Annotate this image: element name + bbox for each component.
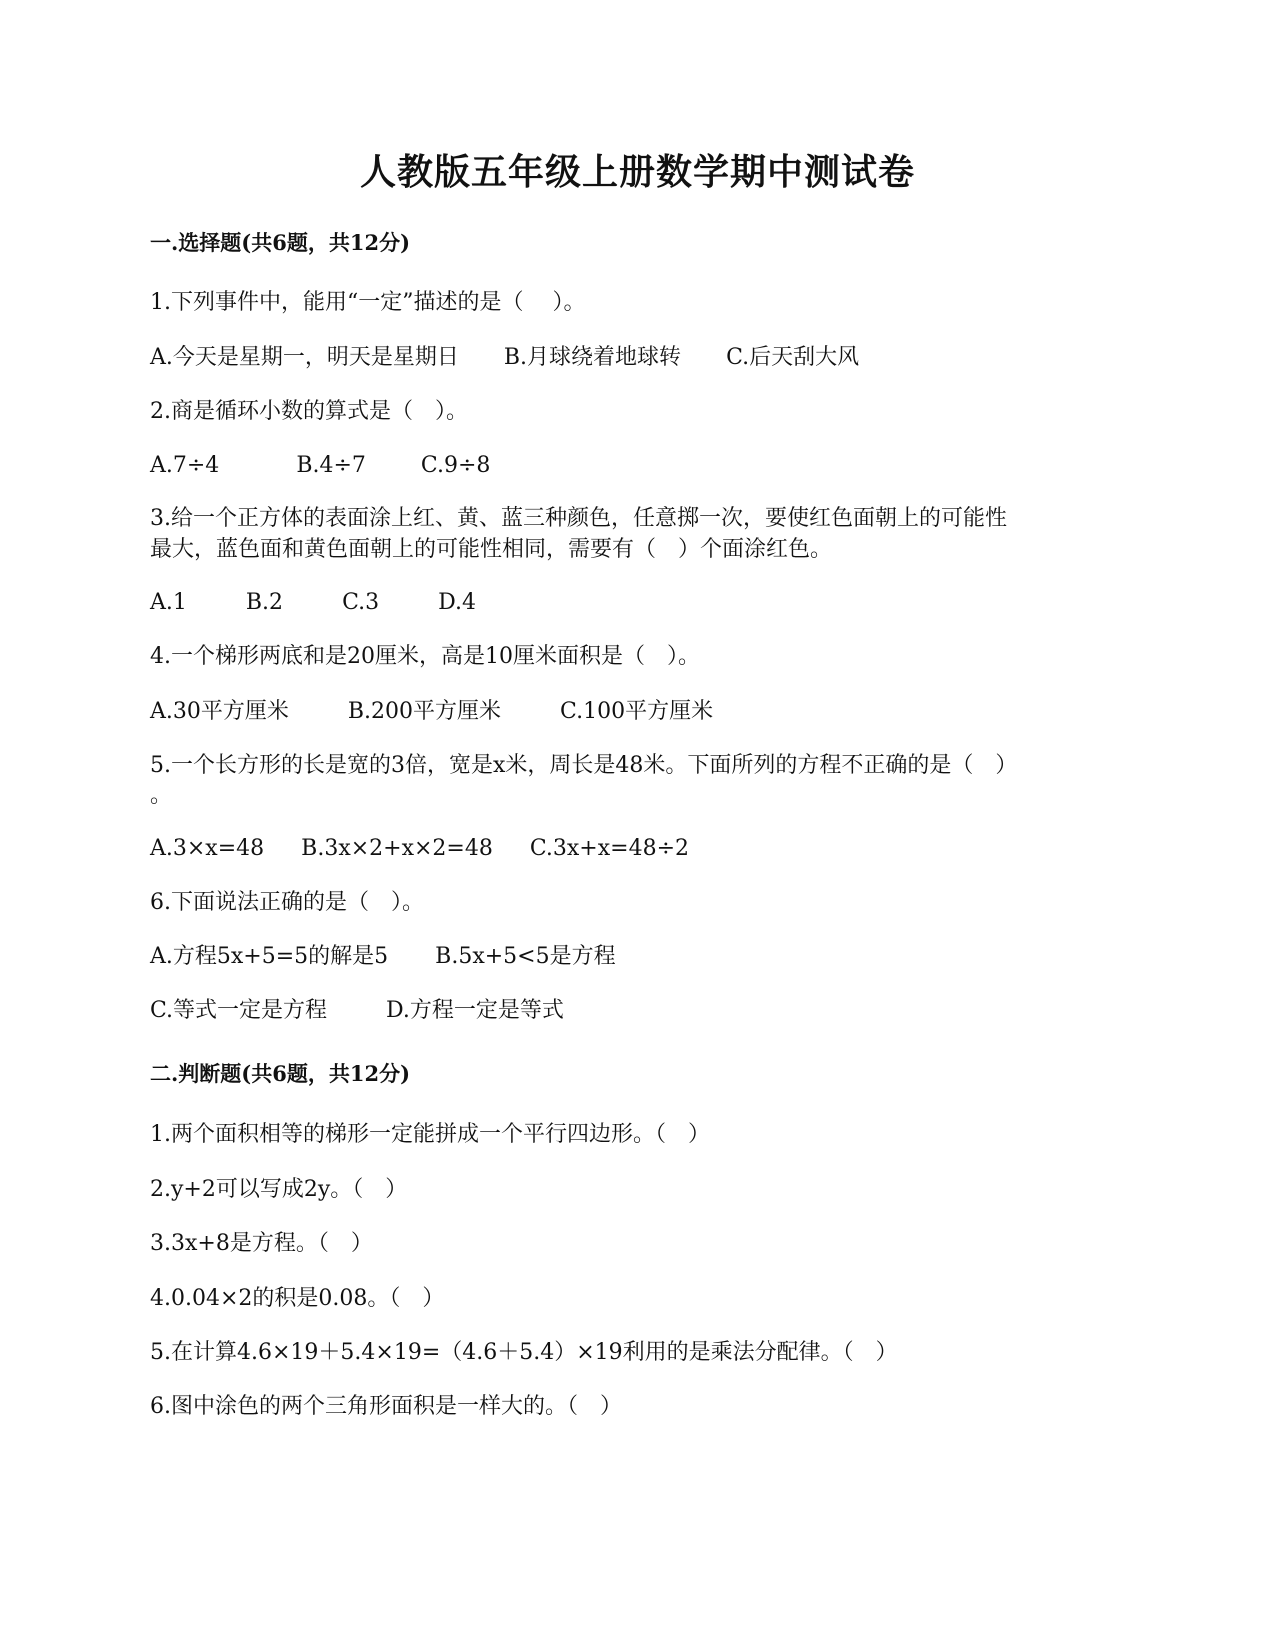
question-options	[150, 697, 713, 727]
question-text: 5.一个长方形的长是宽的3倍，宽是x米，周长是48米。下面所列的方程不正确的是（ ）	[150, 753, 1018, 778]
question-text: 。	[150, 783, 173, 808]
option: B.200平方厘米	[347, 699, 502, 724]
option: C.9÷8	[420, 453, 491, 478]
option: A.3×x=48	[150, 836, 265, 861]
question-options	[150, 996, 564, 1026]
question-text: 3.给一个正方体的表面涂上红、黄、蓝三种颜色，任意掷一次，要使红色面朝上的可能性	[150, 506, 1007, 531]
section-heading-judgement: 二.判断题(共6题，共12分)	[150, 1061, 411, 1086]
option: C.等式一定是方程	[150, 998, 328, 1023]
question-text: 3.3x+8是方程。（ ）	[150, 1231, 373, 1256]
option: A.30平方厘米	[150, 699, 289, 724]
question-text: 2.商是循环小数的算式是（ ）。	[150, 399, 468, 424]
option: B.4÷7	[296, 453, 366, 478]
question-options	[150, 942, 616, 972]
option: B.2	[245, 590, 284, 615]
question-text: 2.y+2可以写成2y。（ ）	[150, 1177, 408, 1202]
option: A.方程5x+5=5的解是5	[150, 944, 389, 969]
option: A.今天是星期一，明天是星期日	[150, 345, 459, 370]
option: C.后天刮大风	[726, 345, 860, 370]
question-text: 最大，蓝色面和黄色面朝上的可能性相同，需要有（ ）个面涂红色。	[150, 537, 833, 562]
question-options	[150, 451, 490, 481]
question-text: 1.两个面积相等的梯形一定能拼成一个平行四边形。（ ）	[150, 1122, 710, 1147]
option: B.3x×2+x×2=48	[301, 836, 493, 861]
option: A.7÷4	[150, 453, 220, 478]
option: C.3	[342, 590, 380, 615]
option: C.100平方厘米	[560, 699, 714, 724]
option: B.月球绕着地球转	[503, 345, 682, 370]
question-text: 6.图中涂色的两个三角形面积是一样大的。（ ）	[150, 1394, 622, 1419]
section-heading-choice: 一.选择题(共6题，共12分)	[150, 230, 411, 255]
question-options	[150, 834, 689, 864]
question-text: 6.下面说法正确的是（ ）。	[150, 890, 424, 915]
question-options	[150, 343, 859, 373]
question-options	[150, 588, 476, 618]
option: D.方程一定是等式	[386, 998, 564, 1023]
option: C.3x+x=48÷2	[529, 836, 690, 861]
question-text: 4.0.04×2的积是0.08。（ ）	[150, 1286, 445, 1311]
option: D.4	[438, 590, 476, 615]
page-title: 人教版五年级上册数学期中测试卷	[359, 151, 915, 193]
question-text: 1.下列事件中，能用“一定”描述的是（ ）。	[150, 290, 586, 315]
option: A.1	[150, 590, 187, 615]
option: B.5x+5<5是方程	[435, 944, 616, 969]
question-text: 4.一个梯形两底和是20厘米，高是10厘米面积是（ ）。	[150, 644, 700, 669]
question-text: 5.在计算4.6×19＋5.4×19=（4.6＋5.4）×19利用的是乘法分配律。（ ）	[150, 1340, 898, 1365]
